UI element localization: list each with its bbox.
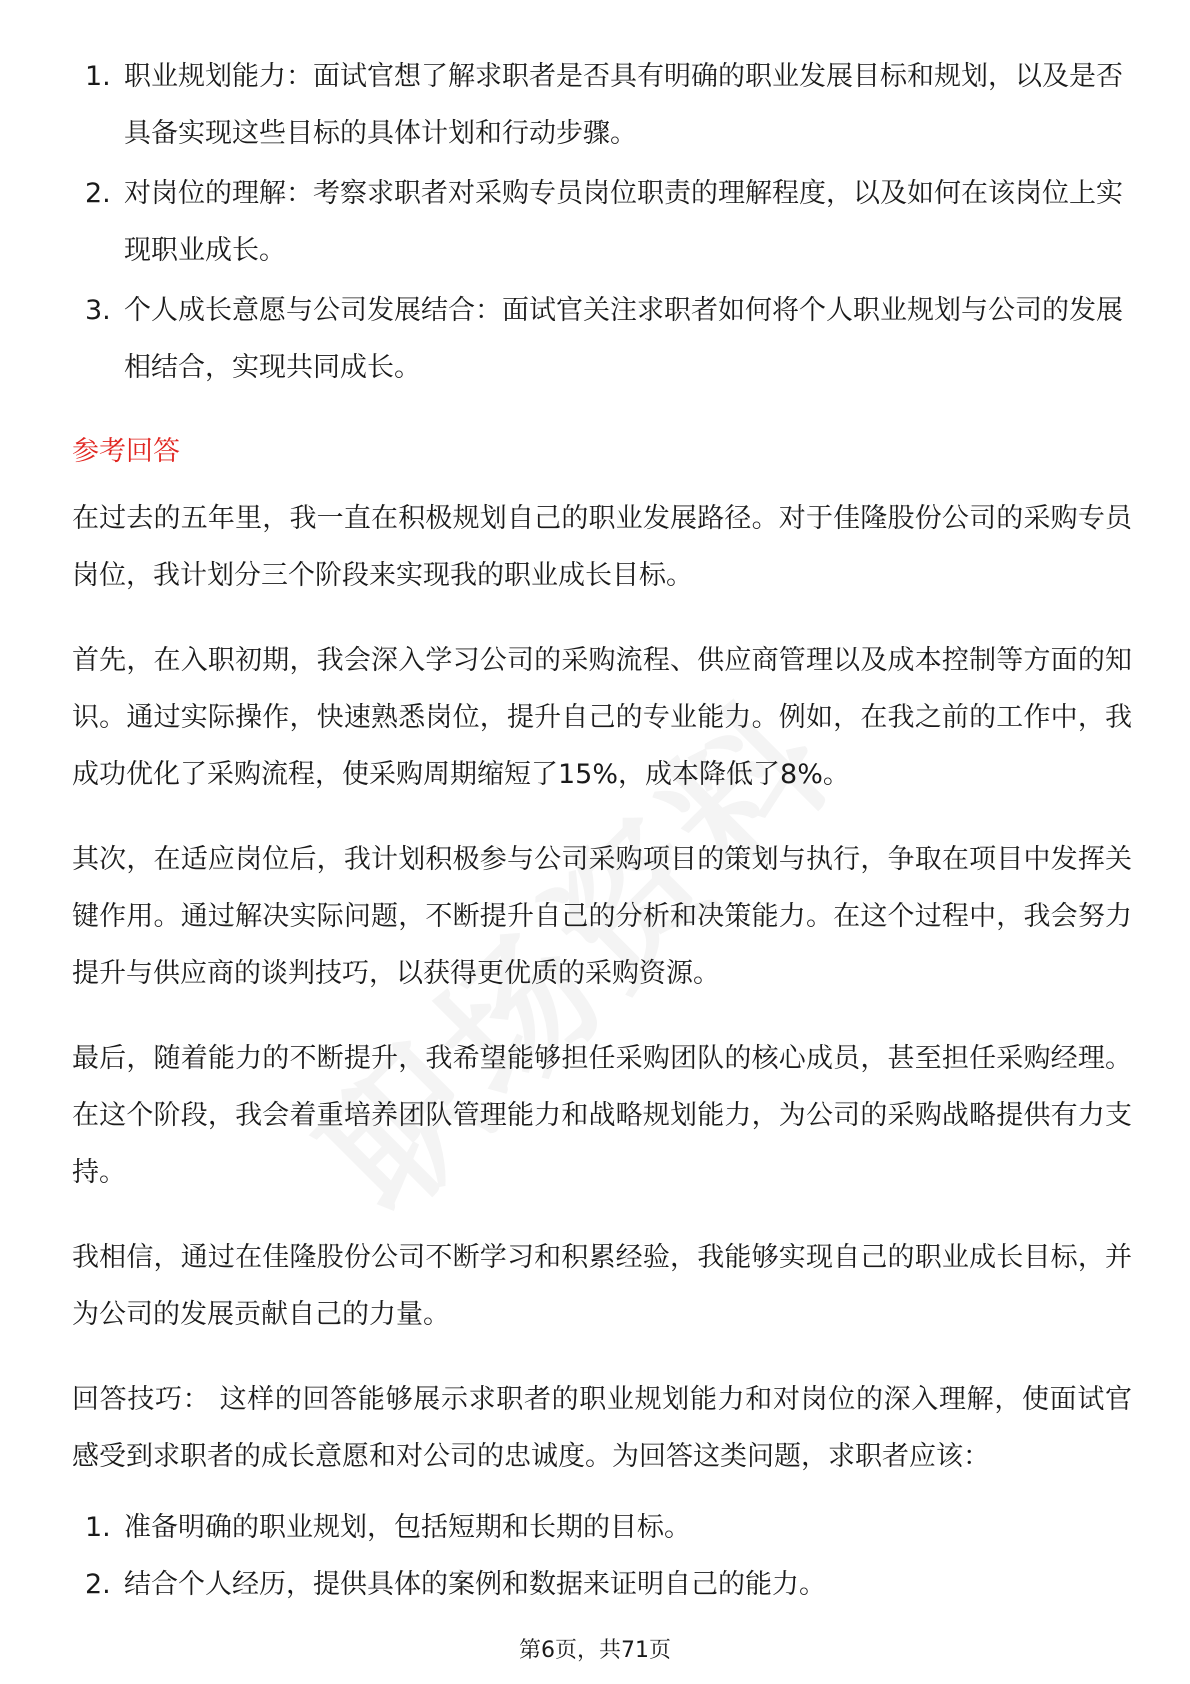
list-item: [72, 1499, 1132, 1556]
list-item-text: 结合个人经历，提供具体的案例和数据来证明自己的能力。: [124, 1569, 826, 1600]
document-page: [72, 48, 1132, 1613]
list-item-text: 个人成长意愿与公司发展结合：面试官关注求职者如何将个人职业规划与公司的发展相结合，实现共同成长。: [124, 295, 1123, 383]
list-item-number: 2.: [85, 1569, 111, 1600]
list-item-number: 3.: [85, 295, 111, 326]
list-item-text: 准备明确的职业规划，包括短期和长期的目标。: [124, 1512, 691, 1543]
paragraph: 最后，随着能力的不断提升，我希望能够担任采购团队的核心成员，甚至担任采购经理。在这个阶段，我会着重培养团队管理能力和战略规划能力，为公司的采购战略提供有力支持。: [72, 1043, 1132, 1188]
section-title: 参考回答: [72, 436, 180, 467]
page-number-footer: 第6页，共71页: [519, 1638, 671, 1663]
tips-list: [72, 1499, 1132, 1613]
list-item-text: 对岗位的理解：考察求职者对采购专员岗位职责的理解程度，以及如何在该岗位上实现职业成长。: [124, 178, 1123, 266]
list-item-number: 2.: [85, 178, 111, 209]
paragraph: 我相信，通过在佳隆股份公司不断学习和积累经验，我能够实现自己的职业成长目标，并为公司的发展贡献自己的力量。: [72, 1242, 1132, 1330]
answer-tips-paragraph: 回答技巧： 这样的回答能够展示求职者的职业规划能力和对岗位的深入理解，使面试官感受到求职者的成长意愿和对公司的忠诚度。为回答这类问题，求职者应该：: [72, 1384, 1132, 1472]
list-item-number: 1.: [85, 1512, 111, 1543]
list-item: [72, 48, 1132, 162]
list-item-number: 1.: [85, 61, 111, 92]
list-item-text: 职业规划能力：面试官想了解求职者是否具有明确的职业发展目标和规划，以及是否具备实现这些目标的具体计划和行动步骤。: [124, 61, 1123, 149]
paragraph: 首先，在入职初期，我会深入学习公司的采购流程、供应商管理以及成本控制等方面的知识。通过实际操作，快速熟悉岗位，提升自己的专业能力。例如，在我之前的工作中，我成功优化了采购流程，使采购周期缩短了15%，成本降低了8%。: [72, 645, 1132, 790]
paragraph: 其次，在适应岗位后，我计划积极参与公司采购项目的策划与执行，争取在项目中发挥关键作用。通过解决实际问题，不断提升自己的分析和决策能力。在这个过程中，我会努力提升与供应商的谈判技巧，以获得更优质的采购资源。: [72, 844, 1132, 989]
intro-list: [72, 48, 1132, 396]
list-item: [72, 282, 1132, 396]
list-item: [72, 165, 1132, 279]
paragraph: 在过去的五年里，我一直在积极规划自己的职业发展路径。对于佳隆股份公司的采购专员岗位，我计划分三个阶段来实现我的职业成长目标。: [72, 503, 1132, 591]
list-item: [72, 1556, 1132, 1613]
